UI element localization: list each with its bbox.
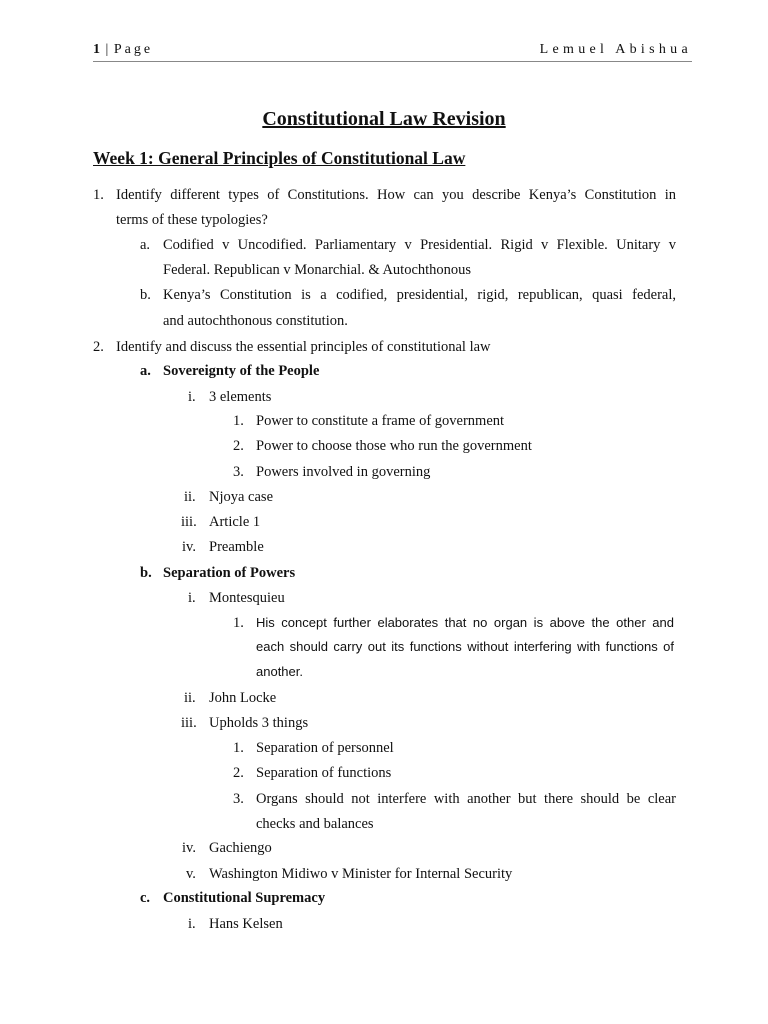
q2-a-marker: a. (140, 363, 151, 379)
q2-b-i-1-line3: another. (256, 664, 303, 679)
q2-a-i-2-text: Power to choose those who run the government (256, 438, 532, 454)
q1-text-line2: terms of these typologies? (116, 212, 268, 228)
q1-a-line1: Codified v Uncodified. Parliamentary v Presidential. Rigid v Flexible. Unitary v (163, 237, 676, 253)
q1-b-marker: b. (140, 287, 151, 303)
page-number-header (93, 42, 153, 58)
q2-b-i-1-marker: 1. (233, 615, 244, 631)
q2-a-i-3-marker: 3. (233, 464, 244, 480)
q2-b-iii-text: Upholds 3 things (209, 715, 309, 731)
q2-a-iv-marker: iv. (182, 539, 196, 555)
q2-a-i-1-text: Power to constitute a frame of government (256, 413, 505, 429)
q2-b-v-marker: v. (186, 866, 196, 882)
q2-b-iv-marker: iv. (182, 840, 196, 856)
q2-b-ii-text: John Locke (209, 690, 277, 706)
q2-c-i-marker: i. (188, 916, 196, 932)
q2-b-iii-3-line1: Organs should not interfere with another but there should be clear (256, 791, 676, 807)
q2-a-ii-marker: ii. (184, 489, 196, 505)
q2-c-heading: Constitutional Supremacy (163, 890, 326, 906)
document-title: Constitutional Law Revision (262, 108, 506, 130)
q2-b-ii-marker: ii. (184, 690, 196, 706)
header-separator: | (101, 42, 114, 57)
q2-c-i-text: Hans Kelsen (209, 916, 283, 932)
author-name: Lemuel Abishua (539, 42, 692, 57)
q2-a-iv-text: Preamble (209, 539, 264, 555)
q1-b-line1: Kenya’s Constitution is a codified, presidential, rigid, republican, quasi federal, (163, 287, 676, 303)
q2-a-iii-text: Article 1 (209, 514, 261, 530)
q2-a-i-3-text: Powers involved in governing (256, 464, 431, 480)
q2-a-i-2-marker: 2. (233, 438, 244, 454)
q2-b-i-marker: i. (188, 590, 196, 606)
q2-b-iii-2-text: Separation of functions (256, 765, 392, 781)
q2-a-i-1-marker: 1. (233, 413, 244, 429)
q2-marker: 2. (93, 339, 104, 355)
q2-b-i-1-line2: each should carry out its functions without interfering with functions of (256, 639, 674, 654)
q2-b-iii-1-marker: 1. (233, 740, 244, 756)
q2-b-i-1-line1: His concept further elaborates that no organ is above the other and (256, 615, 674, 630)
week-heading: Week 1: General Principles of Constitutional Law (93, 148, 466, 168)
q2-b-iii-3-marker: 3. (233, 791, 244, 807)
q2-b-marker: b. (140, 565, 152, 581)
q1-b-line2: and autochthonous constitution. (163, 313, 348, 329)
q2-b-iii-marker: iii. (181, 715, 197, 731)
q2-b-i-text: Montesquieu (209, 590, 285, 606)
q1-a-line2: Federal. Republican v Monarchial. & Autochthonous (163, 262, 472, 278)
q1-text-line1: Identify different types of Constitutions. How can you describe Kenya’s Constitution in (116, 187, 676, 203)
q2-a-i-marker: i. (188, 389, 196, 405)
q2-b-iii-1-text: Separation of personnel (256, 740, 394, 756)
q1-marker: 1. (93, 187, 104, 203)
q2-a-iii-marker: iii. (181, 514, 197, 530)
q2-a-ii-text: Njoya case (209, 489, 274, 505)
q2-c-marker: c. (140, 890, 151, 906)
header-divider (93, 61, 692, 62)
page-number: 1 (93, 42, 101, 57)
q2-b-heading: Separation of Powers (163, 565, 296, 581)
q2-b-iii-2-marker: 2. (233, 765, 244, 781)
q1-a-marker: a. (140, 237, 151, 253)
q2-a-i-text: 3 elements (209, 389, 272, 405)
q2-b-iv-text: Gachiengo (209, 840, 272, 856)
q2-text: Identify and discuss the essential principles of constitutional law (116, 339, 491, 355)
q2-b-v-text: Washington Midiwo v Minister for Internal Security (209, 866, 513, 882)
q2-b-iii-3-line2: checks and balances (256, 816, 374, 832)
q2-a-heading: Sovereignty of the People (163, 363, 320, 379)
page-word: Page (113, 42, 154, 57)
